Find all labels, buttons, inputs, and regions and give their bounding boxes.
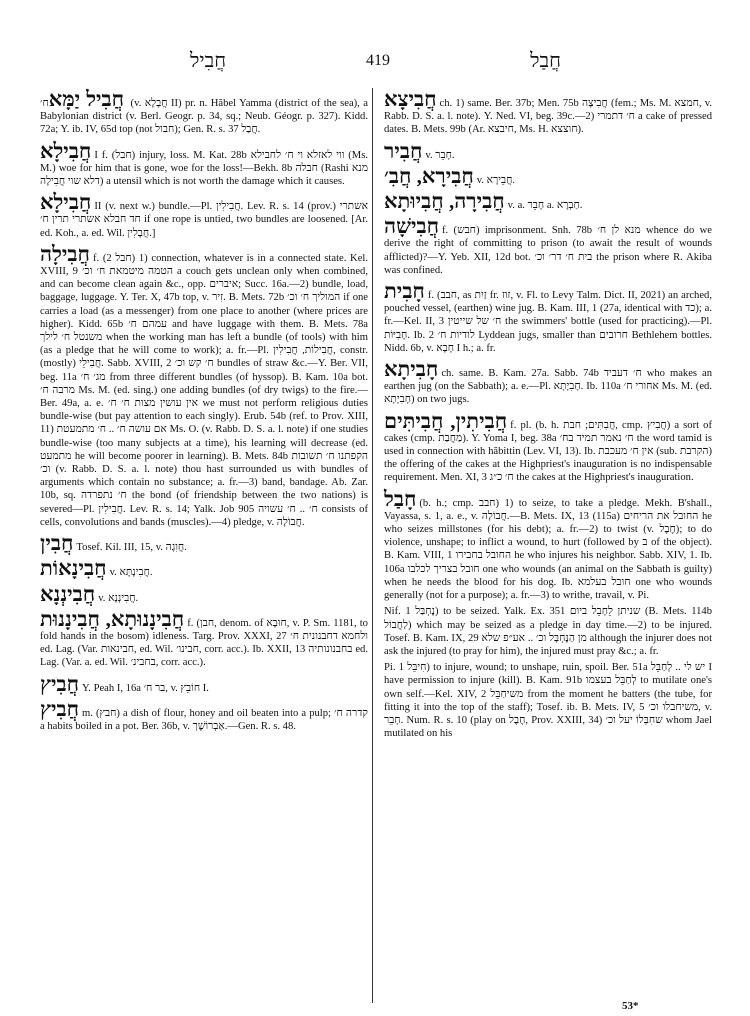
- entry-headword: חֲבִיצָא: [384, 87, 437, 111]
- entry-headword: חֲבִירָה, חֲבִיוּתָא: [384, 189, 505, 214]
- entry-definition: f. (חבב, as זַיִת fr. זוז, v. Fl. to Levy Talm. Dict. II, 2021) an arched, pouched vessel, (earthen) wine jug. B. Kam. III, 1 (27a, identical with כד); a. fr.—Kel. II, 3 ח׳ של שייטין the swimmers' bottle (used for practicing).—Pl. חָבִיּוֹת. Ib. 2 לודיות ח׳ Lyddean jugs, smaller than חרובים Bethlehem bottles. Nidd. 6b, v. חָבָא I h.; a. fr.: [384, 290, 713, 354]
- entry-headword: חֲבִין: [40, 531, 74, 556]
- dictionary-entry: [40, 557, 368, 579]
- dictionary-entry: [384, 140, 712, 162]
- entry-definition: Nif. נֶחְבַּל 1) to be seized. Yalk. Ex. 351 שניתן לֵחָבֵל ביום (B. Mets. 114b לַחֲבוֹל) which may be seized as a pledge in day time.—2) to be injured. Tosef. B. Kam. IX, 29 מן הַנֶּחְבָּל וכ׳ .. אע״פ שלא although the injurer does not ask the injured (to pray for him), the injured must pray &c.; a. fr.: [384, 606, 713, 657]
- dictionary-entry: [40, 88, 368, 137]
- entry-definition: ch. same. B. Kam. 27a. Sabb. 74b ח׳ דעביד who makes an earthen jug (on the Sabbath); a. e.—Pl. חָבִיָתָא. Ib. 110a אחורי ח׳ Ms. M. (ed. חָבִיָתָא) on two jugs.: [384, 368, 712, 406]
- dictionary-entry: [40, 673, 368, 695]
- dictionary-entry: [40, 243, 368, 529]
- entry-headword: חֲבִינָאוֹת: [40, 556, 107, 581]
- dictionary-entry: [40, 698, 368, 733]
- entry-headword: חֲבִילָה: [40, 241, 90, 266]
- entry-definition: ch. 1) same. Ber. 37b; Men. 75b חֲבִיצָה (fem.; Ms. M. חמצא, v. Rabb. D. S. a. l. note). Y. Ned. VI, beg. 39c.—2) ח׳ דתמרי a cake of pressed dates. B. Mets. 99b (Ar. חיבצא, Ms. H. חוצצא).: [384, 98, 712, 136]
- dictionary-entry: [384, 165, 712, 187]
- entry-definition: v. חֲבֵירָא.: [476, 174, 516, 186]
- entry-headword: חֲבִיץ: [40, 671, 79, 696]
- entry-definition: f. (חבל 2) 1) connection, whatever is in a connected state. Kel. XVIII, 9 הטמה מיטמאת ח׳ וכ׳ a couch gets unclean only when combined, and can become clean again &c., opp. איברים; Succ. 16a.—2) bundle, load, baggage, luggage. Y. Ter. X, 47b top, v. זִיר. B. Mets. 72b המוליך ח׳ וכ׳ if one carries a load (as a messenger) from one place to another (where prices are higher). Kidd. 65b עמהם ח׳ and have luggage with them. B. Mets. 78a משנטל ח׳ לילך when the working man has left a bundle (of tools) with him (as a pledge that he will come to work); a. fr.—Pl. חֲבִילוֹת, חֲבִילִין, constr. (mostly) חֲבִילֵי. Sabb. XVIII, 2 ח׳ קש וכ׳ bundles of straw &c.—Y. Ber. VII, beg. 11a מג׳ ח׳ from three different bundles (of hyssop). B. Kam. 10a bot. מרבה ח׳ Ms. M. (ed. sing.) one adding bundles (of dry twigs) to the fire.—Ber. 49a, a. e. אין עושין מצות ח׳ ח׳ we must not perform religious duties bundle-wise (but pay attention to each singly). Erub. 54b (ref. to Prov. XIII, 11) אם עושה ח׳ .. ח׳ מתמעטת Ms. O. (v. Rabb. D. S. a. l. note) if one studies bundle-wise (too many subjects at a time), his learning will decrease (ed. מתמעט he will become poorer in learning). B. Mets. 84b הקפתנו ח׳ תשובות וכ׳ (v. Rabb. D. S. a. l. note) thou hast surrounded us with bundles of arguments which contain no substance; a. fr.—3) band, bandage. Ab. Zar. 10b, sq. ח׳ נתפרדה the bond (of friendship between the two nations) is severed—Pl. חֲבִילִין. Lev. R. s. 14; Yalk. Job 905 ח׳ .. ח׳ עשויה consists of cells, convolutions and bands (muscles).—4) pledge, v. חֲבוֹלָה.: [40, 252, 369, 528]
- entry-definition: II (v. next w.) bundle.—Pl. חֲבִילִין. Lev. R. s. 14 (prov.) אשתרי חד חבלא אשתרי תרין ח׳ if one rope is untied, two bundles are loosened. [Ar. ed. Koh., a. ed. Wil. חֲבָלִין.]: [40, 201, 368, 239]
- column-divider: [372, 88, 373, 1003]
- entry-definition: f. pl. (b. h. חֲבִתִּים; חבת, cmp. חֲבִיץ) a sort of cakes (cmp. מַחֲבַת). Y. Yoma I, beg. 38a ח׳ נאמר תמיד בח׳ the word tamid is used in connection with hăbittin (Lev. VI, 13). Ib. אין ח׳ מעכבת (sub. הקרבת) the offering of the cakes at the Highpriest's inauguration is no indispensable requirement. Men. XI, 3 ח׳ כ״ג the cakes at the Highpriest's inauguration.: [384, 419, 713, 484]
- entry-headword: חֲבִיר: [384, 138, 423, 163]
- right-column: [384, 88, 712, 743]
- entry-definition: v. חֲבִינְנָא.: [98, 592, 139, 604]
- entry-headword: חֲבִיתִין, חֲבִיתִּים: [384, 408, 508, 433]
- entry-definition: f. (חבש) imprisonment. Snh. 78b מנא לן ח׳ whence do we derive the right of committing to prison (to await the result of wounds afflicted)?—Y. Yeb. XII, 12d bot. בית ח׳ דר׳ וכ׳ the prison where R. Akiba was confined.: [384, 225, 712, 276]
- dictionary-entry: [384, 488, 712, 603]
- entry-definition: v. חָבֵר.: [425, 149, 455, 161]
- left-column: [40, 88, 368, 736]
- entry-headword: חֲבִינָנוּתָא, חֲבִינָנוּת: [40, 606, 185, 631]
- entry-definition: Tosef. Kil. III, 15, v. חֲוִגָה.: [76, 542, 187, 554]
- entry-headword: חֲבִילָא: [40, 190, 92, 215]
- entry-definition: Pi. חִיבֵּל 1) to injure, wound; to unshape, ruin, spoil. Ber. 51a יש לי .. לְחַבֵּל I have permission to injure (kill). B. Kam. 91b לְחַבֵּל בעצמו to mutilate one's own self.—Kel. XIV, 2 משיחַבֵּל from the moment he batters (the tube, for fitting it into the top of the staff); Tosef. ib. B. Mets. IV, 5 משיחבלו וכ׳, v. חָבֵר. Num. R. s. 10 (play on חֶבֶל, Prov. XXIII, 34) שחִבְּלוֹ יעל וכ׳ whom Jael mutilated on his: [384, 662, 712, 740]
- dictionary-entry: [40, 191, 368, 240]
- entry-definition: m. (חבץ) a dish of flour, honey and oil beaten into a pulp; קדרה ח׳ a habits boiled in a pot. Ber. 36b, v. אַבְרוֹשֶׁך.—Gen. R. s. 48.: [40, 707, 368, 732]
- entry-headword: חֲבִיץ: [40, 696, 79, 721]
- dictionary-entry: [40, 583, 368, 605]
- entry-definition: I f. (חבל) injury, loss. M. Kat. 28b ווי לאזלא וי ח׳ לחבילא (Ms. M.) woe for him that is gone, woe for the loss!—Bekh. 8b חבלה (Rashi מנא דלא שוי חֲבִילָה) a utensil which is not worth the damage which it causes.: [40, 149, 368, 188]
- entry-headword: חָבִית: [384, 279, 425, 304]
- right-running-headword: חֲבַל: [530, 50, 561, 72]
- dictionary-entry: [40, 140, 368, 189]
- running-header: [40, 50, 716, 74]
- entry-definition: ח׳ (v. חֲבָלָא II) pr. n. Hăbel Yamma (district of the sea), a Babylonian district (v. Berl. Geogr. p. 34, sq.; Neub. Géogr. p. 327). Kidd. 72a; Y. ib. IV, 65d top (not חבול); Gen. R. s. 37 חֲבַל.: [40, 98, 368, 136]
- entry-definition: f. (חבן, denom. of חוּבָא, v. P. Sm. 1181, to fold hands in the bosom) idleness. Targ. Prov. XXXI, 27 ולחמא דחבנונית ח׳ ed. Lag. (Var. חבינאות, ed. Wil. חבינו׳, corr. acc.). Ib. XXII, 13 בחבנונותיה ed. Lag. (Var. a. ed. Wil. בחבינ׳, corr. acc.).: [40, 617, 368, 669]
- dictionary-entry: [40, 608, 368, 670]
- entry-headword: חֲבִירָא, חֲבִ׳: [384, 163, 474, 188]
- dictionary-entry: [384, 605, 712, 658]
- entry-headword: חֲבִישָׁה: [384, 214, 440, 239]
- dictionary-entry: [384, 190, 712, 212]
- dictionary-entry: [384, 215, 712, 277]
- dictionary-entry: [384, 88, 712, 137]
- entry-definition: Y. Peah I, 16a בר ח׳, v. חוֹבֵץ I.: [82, 682, 209, 694]
- dictionary-entry: [384, 280, 712, 355]
- dictionary-entry: [384, 410, 712, 485]
- entry-headword: חֲבִיל יַמָּא: [48, 87, 125, 111]
- entry-definition: (b. h.; cmp. חבב) 1) to seize, to take a pledge. Mekh. B'shall., Vayassa, s. 1, a. e., v. חֲבוֹלָה.—B. Mets. IX, 13 (115a) החובל את הריחים he who seizes millstones (for his debt); a. fr.—2) to twist (v. חֶבֶל); to do violence, unshape; to inflict a wound, to hurt (followed by ב of the object). B. Kam. VIII, 1 החובל בחבירו he who injures his neighbor. Sabb. XIV, 1. Ib. 106a חובל בצריך לכלבו one who wounds (an animal on the Sabbath is guilty) when he needs the blood for his dog. Ib. חובל בעלמא one who wounds generally (not for a purpose); a. fr.—3) to writhe, travail, v. Pi.: [384, 497, 713, 602]
- dictionary-entry: [384, 358, 712, 407]
- page-number: 419: [366, 52, 390, 69]
- entry-headword: חָבִיתָא: [384, 357, 439, 382]
- left-running-headword: חֲבִיל: [190, 50, 227, 72]
- signature-mark: 53*: [622, 1000, 639, 1012]
- entry-definition: v. a. חָבֵר a. חַבְרָא.: [507, 200, 583, 212]
- entry-headword: חֲבִילָא: [40, 138, 92, 163]
- entry-definition: v. חֲבִינָתָּא.: [109, 567, 153, 579]
- dictionary-entry: [384, 661, 712, 740]
- dictionary-entry: [40, 532, 368, 554]
- entry-headword: חֲבִינְנָא: [40, 581, 96, 606]
- entry-headword: חָבַל: [384, 486, 417, 511]
